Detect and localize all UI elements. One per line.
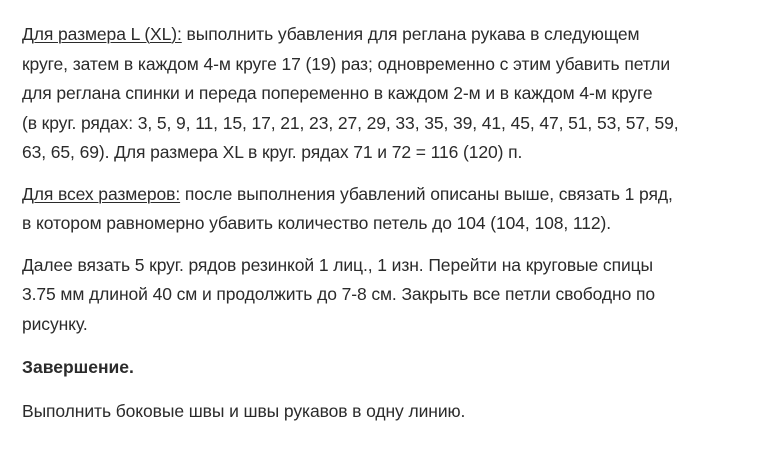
finishing-heading: Завершение. bbox=[22, 357, 134, 377]
size-l-line-4: (в круг. рядах: 3, 5, 9, 11, 15, 17, 21, 23, 27, 29, 33, 35, 39, 41, 45, 47, 51, 53, 57, 59, bbox=[22, 112, 679, 133]
all-sizes-paragraph bbox=[22, 180, 772, 239]
all-sizes-lead: Для всех размеров: bbox=[22, 183, 181, 204]
rib-paragraph bbox=[22, 251, 772, 340]
finishing-paragraph bbox=[22, 397, 772, 427]
size-l-line-5: 63, 65, 69). Для размера XL в круг. рядах 71 и 72 = 116 (120) п. bbox=[22, 142, 523, 162]
rib-line-3: рисунку. bbox=[22, 313, 88, 334]
all-sizes-line-2: в котором равномерно убавить количество петель до 104 (104, 108, 112). bbox=[22, 213, 611, 233]
size-l-lead: Для размера L (XL): bbox=[22, 24, 182, 44]
size-l-line-1-text: выполнить убавления для реглана рукава в следующем bbox=[181, 24, 640, 44]
rib-line-1: Далее вязать 5 круг. рядов резинкой 1 лиц., 1 изн. Перейти на круговые спицы bbox=[22, 254, 654, 275]
size-l-line-2: круге, затем в каждом 4-м круге 17 (19) раз; одновременно с этим убавить петли bbox=[22, 53, 671, 74]
all-sizes-line-1 bbox=[22, 180, 772, 210]
all-sizes-line-1-text: после выполнения убавлений описаны выше, связать 1 ряд, bbox=[180, 183, 673, 204]
size-l-paragraph bbox=[22, 20, 772, 168]
finishing-text: Выполнить боковые швы и швы рукавов в одну линию. bbox=[22, 400, 466, 421]
pattern-text bbox=[22, 20, 772, 426]
size-l-line-3: для реглана спинки и переда попеременно в каждом 2-м и в каждом 4-м круге bbox=[22, 83, 653, 103]
size-l-line-1 bbox=[22, 20, 772, 50]
rib-line-2: 3.75 мм длиной 40 см и продолжить до 7-8 см. Закрыть все петли свободно по bbox=[22, 284, 656, 304]
